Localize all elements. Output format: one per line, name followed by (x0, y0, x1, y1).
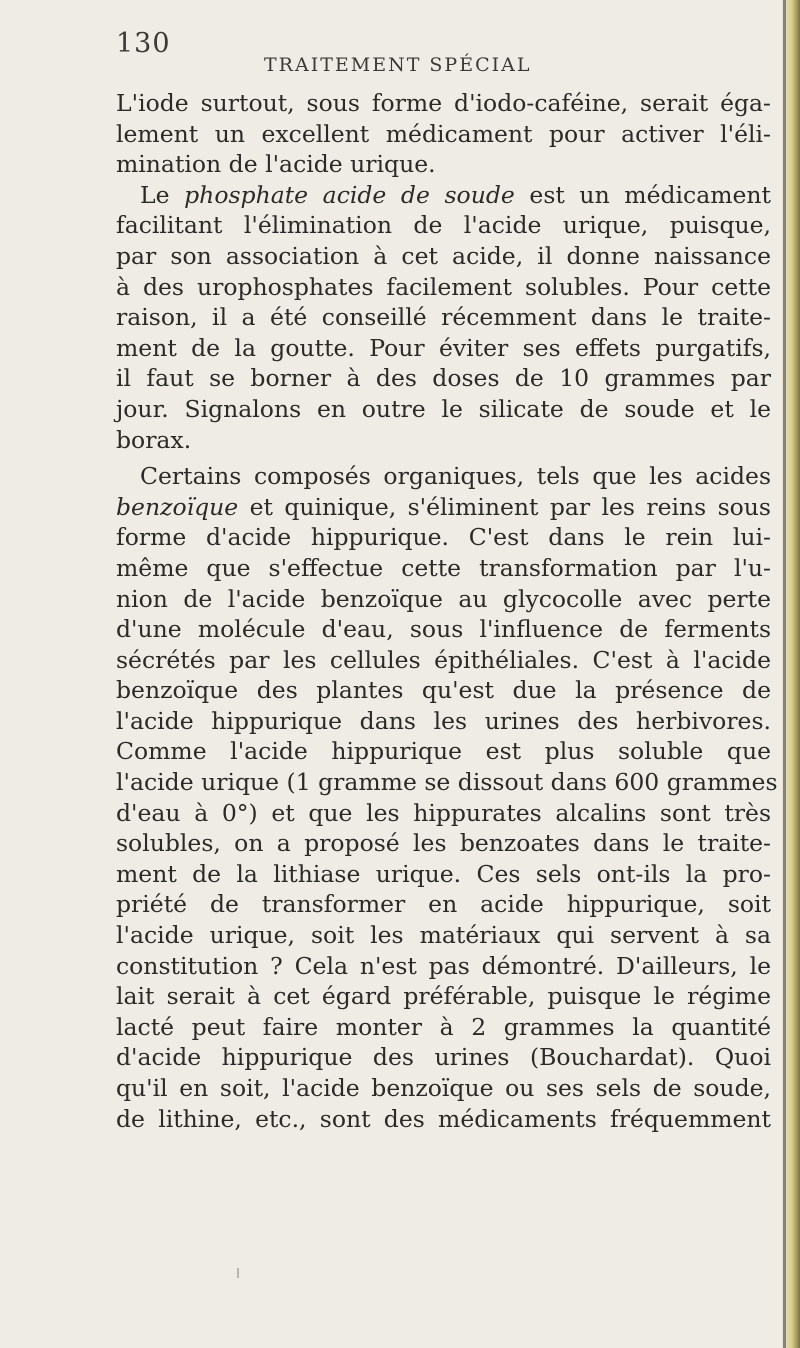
text-line: Certains composés organiques, tels que les acides (140, 462, 771, 491)
text-line: ment de la lithiase urique. Ces sels ont-ils la pro- (116, 859, 771, 888)
text-fragment: Le (140, 180, 170, 209)
text-line: à des urophosphates facilement solubles. Pour cette (116, 272, 771, 301)
text-line: Comme l'acide hippurique est plus soluble que (116, 737, 771, 766)
text-line: mination de l'acide urique. (116, 150, 436, 179)
text-line: lement un excellent médicament pour activer l'éli- (116, 119, 771, 148)
body-text (116, 88, 778, 1134)
text-line: d'acide hippurique des urines (Bouchardat). Quoi (116, 1043, 771, 1072)
text-line: forme d'acide hippurique. C'est dans le rein lui- (116, 523, 771, 552)
text-line: d'eau à 0°) et que les hippurates alcalins sont très (116, 798, 771, 827)
text-line: borax. (116, 425, 192, 454)
text-line: nion de l'acide benzoïque au glycocolle avec perte (116, 584, 771, 613)
text-line: ment de la goutte. Pour éviter ses effets purgatifs, (116, 333, 771, 362)
text-line: priété de transformer en acide hippurique, soit (116, 890, 771, 919)
running-title: TRAITEMENT SPÉCIAL (264, 54, 532, 76)
text-line: jour. Signalons en outre le silicate de soude et le (116, 394, 771, 423)
italic-term: phosphate acide de soude (184, 180, 515, 209)
page-number: 130 (116, 28, 171, 59)
text-line: sécrétés par les cellules épithéliales. C'est à l'acide (116, 645, 771, 674)
text-line: constitution ? Cela n'est pas démontré. D'ailleurs, le (116, 951, 771, 980)
text-line: lacté peut faire monter à 2 grammes la quantité (116, 1012, 771, 1041)
text-line: d'une molécule d'eau, sous l'influence de ferments (116, 615, 771, 644)
paragraph-line-italic (116, 492, 771, 523)
text-line: l'acide urique, soit les matériaux qui servent à sa (116, 921, 771, 950)
text-line: il faut se borner à des doses de 10 grammes par (116, 364, 771, 393)
italic-term: benzoïque (116, 492, 239, 521)
print-mark (237, 1268, 239, 1278)
text-line: l'acide hippurique dans les urines des herbivores. (116, 706, 771, 735)
page-binding-edge (783, 0, 786, 1348)
text-line: lait serait à cet égard préférable, puisque le régime (116, 982, 771, 1011)
text-line: même que s'effectue cette transformation par l'u- (116, 553, 771, 582)
text-line: qu'il en soit, l'acide benzoïque ou ses sels de soude, (116, 1074, 771, 1102)
text-line: L'iode surtout, sous forme d'iodo-caféine, serait éga- (116, 89, 771, 117)
text-line: l'acide urique (1 gramme se dissout dans 600 grammes (116, 768, 778, 797)
text-line: facilitant l'élimination de l'acide urique, puisque, (116, 211, 771, 240)
text-line: par son association à cet acide, il donne naissance (116, 241, 771, 270)
paragraph-opening-line (116, 180, 771, 211)
text-line: de lithine, etc., sont des médicaments fréquemment (116, 1104, 771, 1133)
text-line: raison, il a été conseillé récemment dans le traite- (116, 303, 771, 332)
text-line: solubles, on a proposé les benzoates dans le traite- (116, 829, 771, 858)
text-fragment: est un médicament (529, 180, 771, 209)
text-line: benzoïque des plantes qu'est due la présence de (116, 676, 771, 705)
text-fragment: et quinique, s'éliminent par les reins sous (249, 492, 771, 521)
